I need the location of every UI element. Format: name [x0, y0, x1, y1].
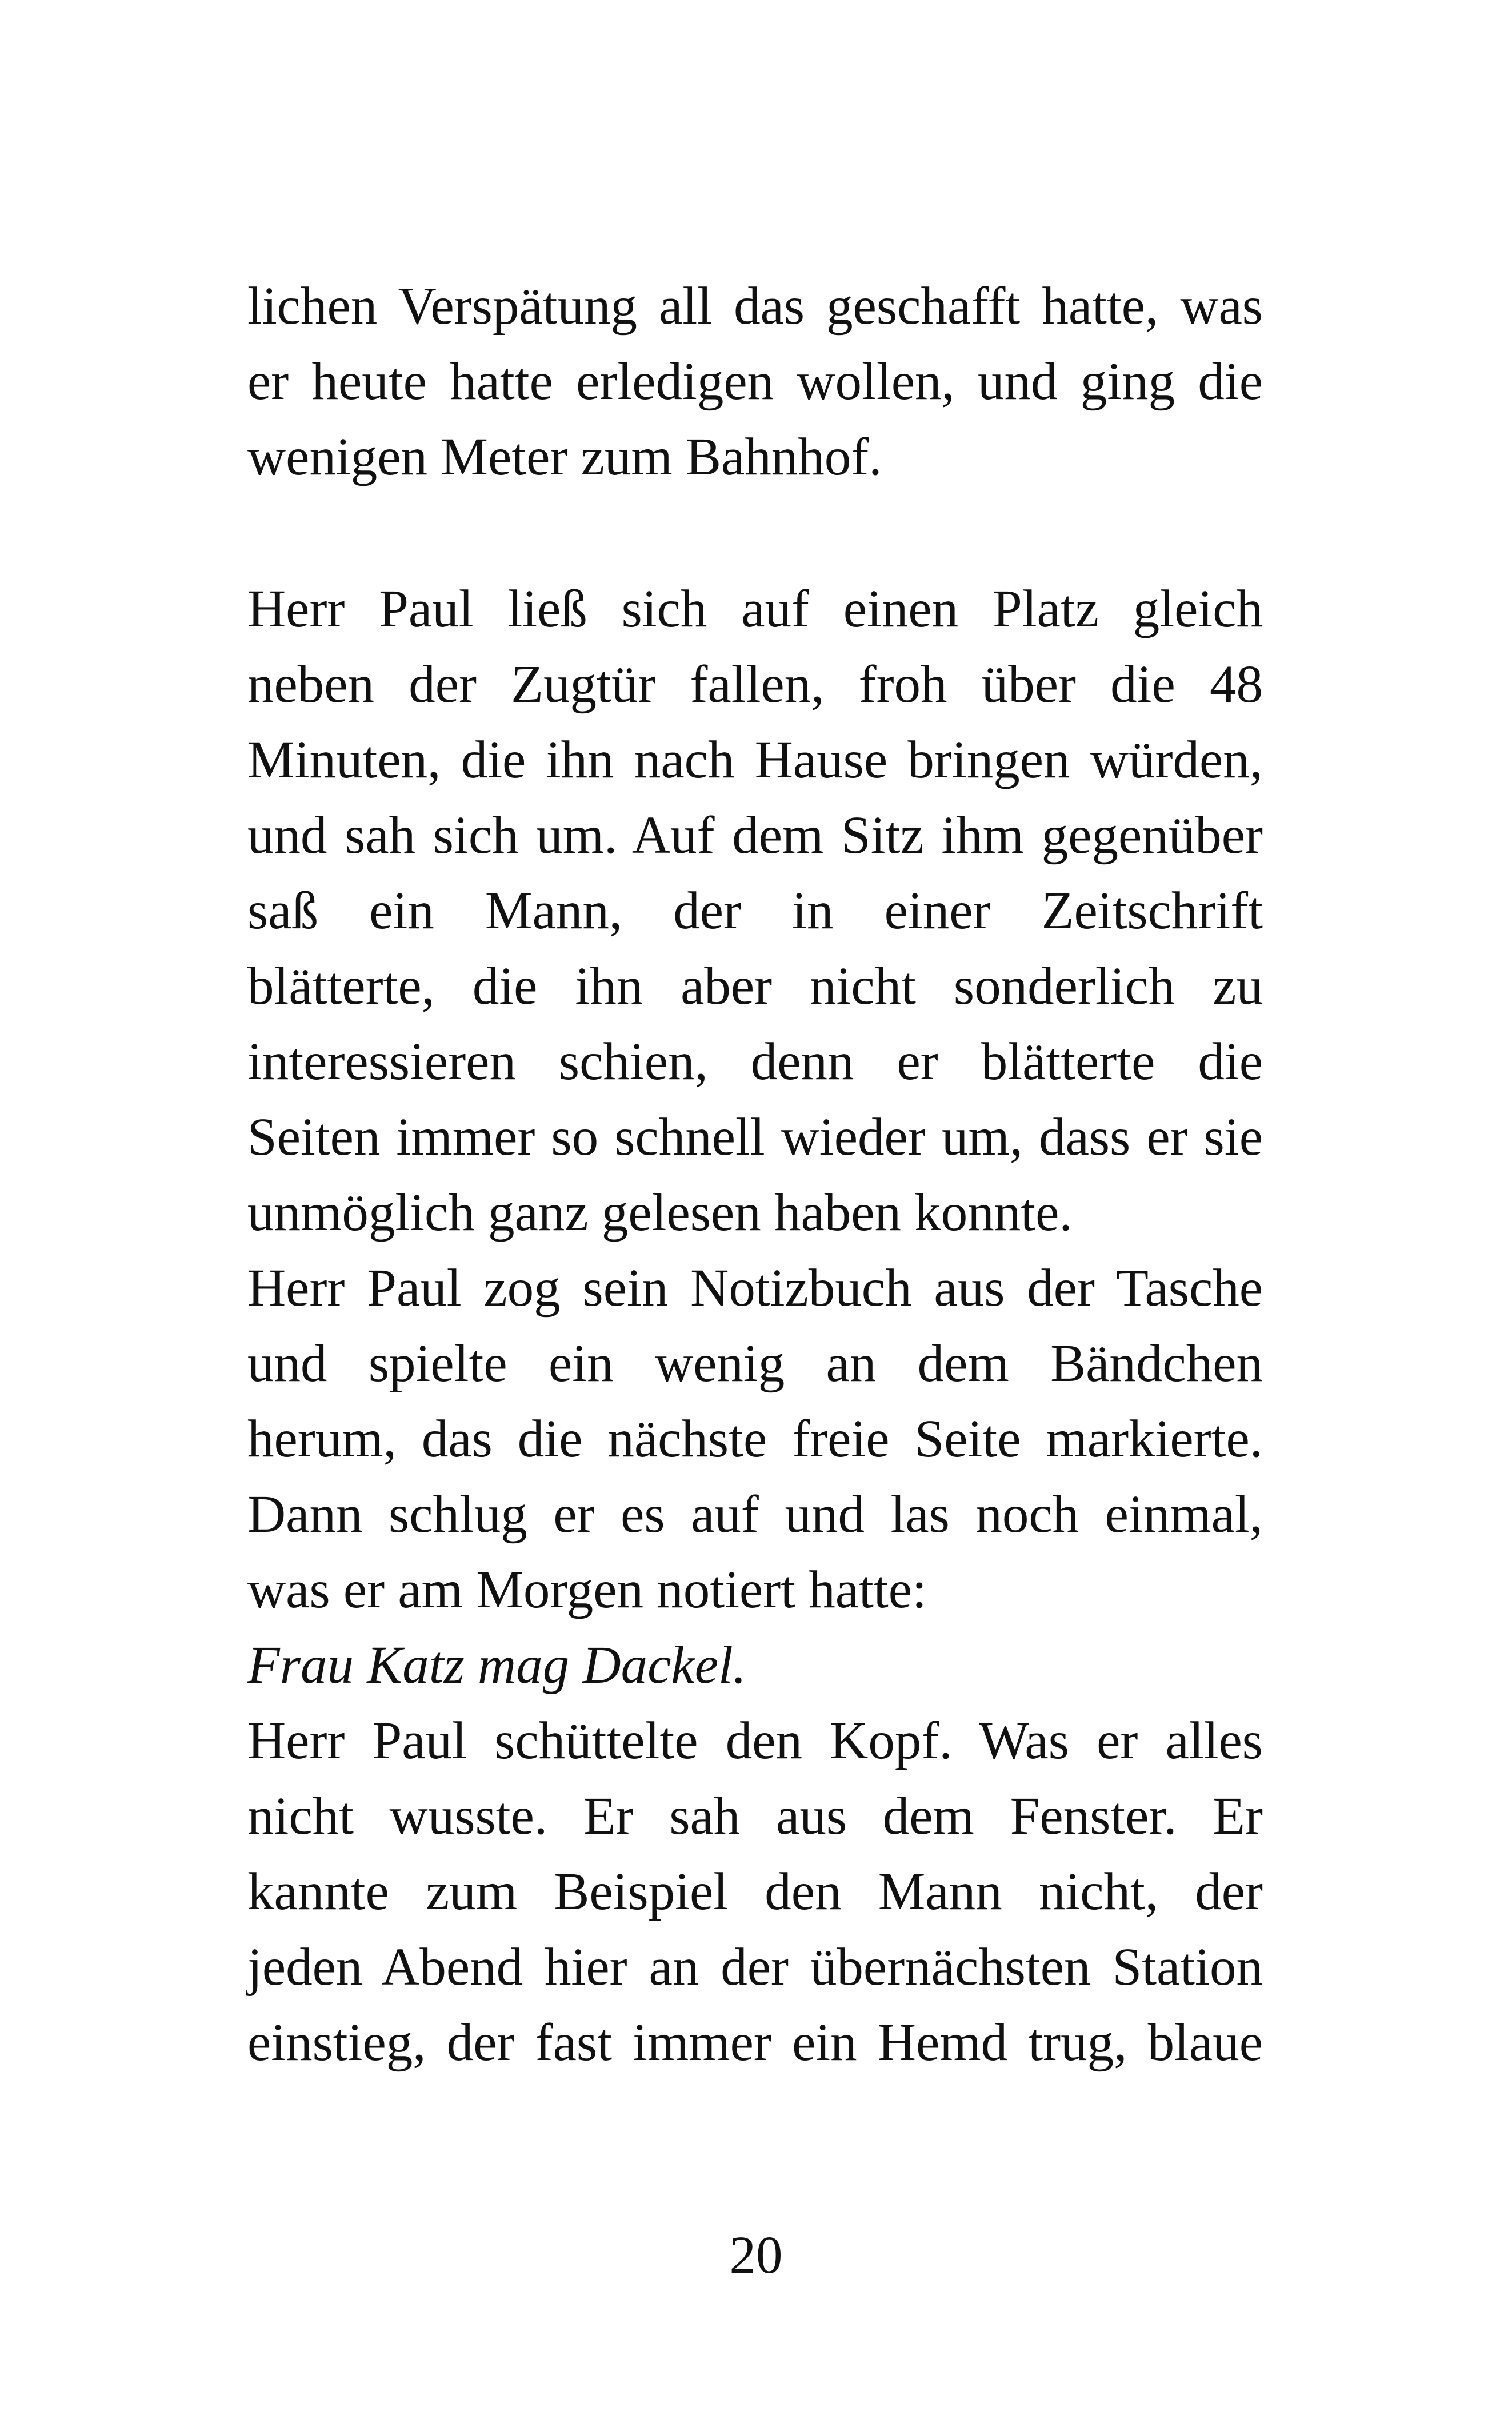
- text-line: Minuten, die ihn nach Hause bringen würden,: [247, 731, 1263, 789]
- text-line: saß ein Mann, der in einer Zeitschrift: [247, 881, 1263, 940]
- text-line: er heute hatte erledigen wollen, und ging die: [247, 352, 1263, 411]
- text-line: Herr Paul zog sein Notizbuch aus der Tasche: [247, 1259, 1263, 1318]
- text-line: Dann schlug er es auf und las noch einmal,: [247, 1485, 1263, 1544]
- text-line: neben der Zugtür fallen, froh über die 48: [247, 655, 1263, 714]
- text-line: kannte zum Beispiel den Mann nicht, der: [247, 1862, 1263, 1921]
- main-text: [247, 572, 1263, 2081]
- page-number: 20: [729, 2226, 783, 2285]
- text-line: Seiten immer so schnell wieder um, dass er sie: [247, 1108, 1263, 1167]
- text-line: Herr Paul ließ sich auf einen Platz gleich: [247, 580, 1263, 638]
- text-line: wenigen Meter zum Bahnhof.: [247, 428, 882, 486]
- text-line: blätterte, die ihn aber nicht sonderlich zu: [247, 957, 1263, 1016]
- note-quote: Frau Katz mag Dackel.: [247, 1636, 747, 1695]
- text-line: herum, das die nächste freie Seite markierte.: [247, 1410, 1263, 1468]
- text-line: jeden Abend hier an der übernächsten Station: [247, 1938, 1263, 1997]
- text-line: lichen Verspätung all das geschafft hatte, was: [247, 277, 1263, 336]
- text-line: unmöglich ganz gelesen haben konnte.: [247, 1183, 1073, 1242]
- text-line: einstieg, der fast immer ein Hemd trug, blaue: [247, 2013, 1263, 2072]
- text-line: und spielte ein wenig an dem Bändchen: [247, 1334, 1263, 1393]
- text-line: nicht wusste. Er sah aus dem Fenster. Er: [247, 1787, 1263, 1846]
- paragraph-continuation: [247, 269, 1263, 495]
- text-line: was er am Morgen notiert hatte:: [247, 1560, 927, 1619]
- text-line: interessieren schien, denn er blätterte die: [247, 1032, 1263, 1091]
- text-line: Herr Paul schüttelte den Kopf. Was er alles: [247, 1711, 1263, 1770]
- text-line: und sah sich um. Auf dem Sitz ihm gegenüber: [247, 806, 1263, 865]
